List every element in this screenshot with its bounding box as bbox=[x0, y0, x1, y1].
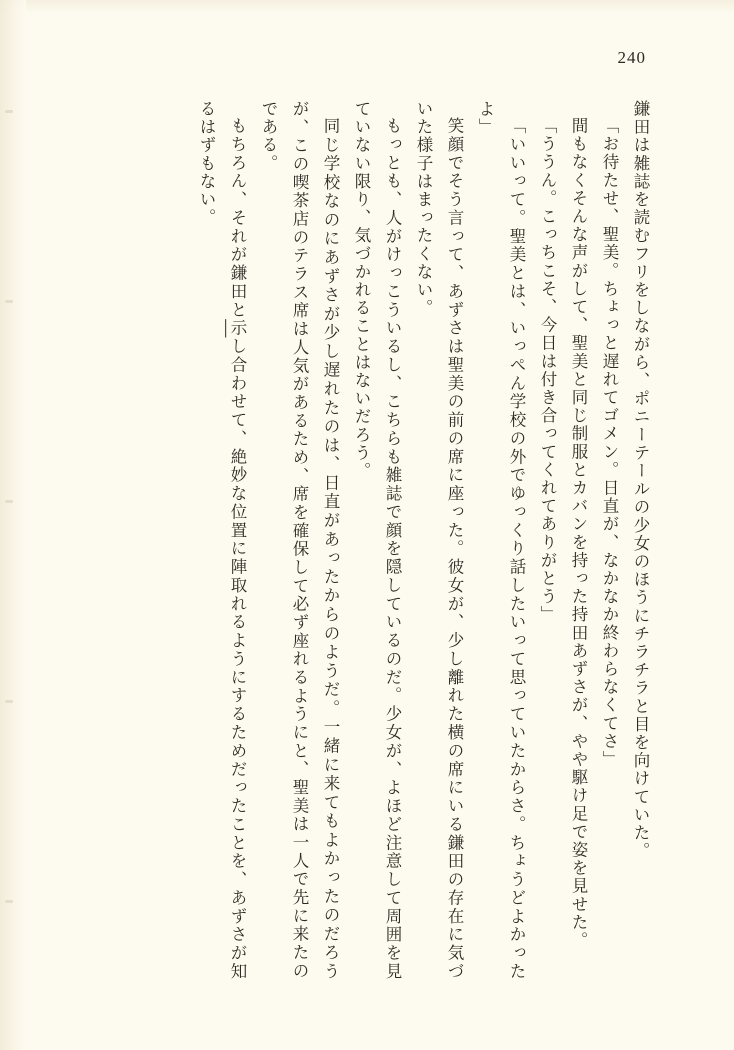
underlined-text: 示 bbox=[228, 318, 247, 338]
paragraph: 笑顔でそう言って、あずさは聖美の前の席に座った。彼女が、少し離れた横の席にいる鎌田の存在に気づいた様子はまったくない。 bbox=[414, 100, 464, 980]
paragraph: 「いいって。聖美とは、いっぺん学校の外でゆっくり話したいって思っていたからさ。ちょうどよかったよ」 bbox=[476, 100, 526, 980]
paragraph: 鎌田は雑誌を読むフリをしながら、ポニーテールの少女のほうにチラチラと目を向けていた。 bbox=[631, 100, 650, 861]
paragraph: 同じ学校なのにあずさが少し遅れたのは、日直があったからのようだ。一緒に来てもよかったのだろうが、この喫茶店のテラス席は人気があるため、席を確保して必ず座れるようにと、聖美は一人で先に来たのである。 bbox=[259, 100, 340, 980]
paragraph: 間もなくそんな声がして、聖美と同じ制服とカバンを持った持田あずさが、やや駆け足で姿を見せた。 bbox=[569, 116, 588, 950]
page-number: 240 bbox=[617, 48, 646, 67]
body-text bbox=[86, 100, 656, 980]
binding-marks bbox=[2, 0, 18, 1050]
paragraph: 「お待たせ、聖美。ちょっと遅れてゴメン。日直が、なかなか終わらなくてさ」 bbox=[600, 116, 619, 769]
paragraph: もちろん、それが鎌田と示し合わせて、絶妙な位置に陣取れるようにするためだったことを、あずさが知るはずもない。 bbox=[197, 100, 247, 980]
paragraph: もっとも、人がけっこういるし、こちらも雑誌で顔を隠しているのだ。少女が、よほど注意して周囲を見ていない限り、気づかれることはないだろう。 bbox=[352, 100, 402, 980]
page-top-edge-shading bbox=[0, 0, 734, 14]
paragraph: 「ううん。こっちこそ、今日は付き合ってくれてありがとう」 bbox=[538, 116, 557, 624]
